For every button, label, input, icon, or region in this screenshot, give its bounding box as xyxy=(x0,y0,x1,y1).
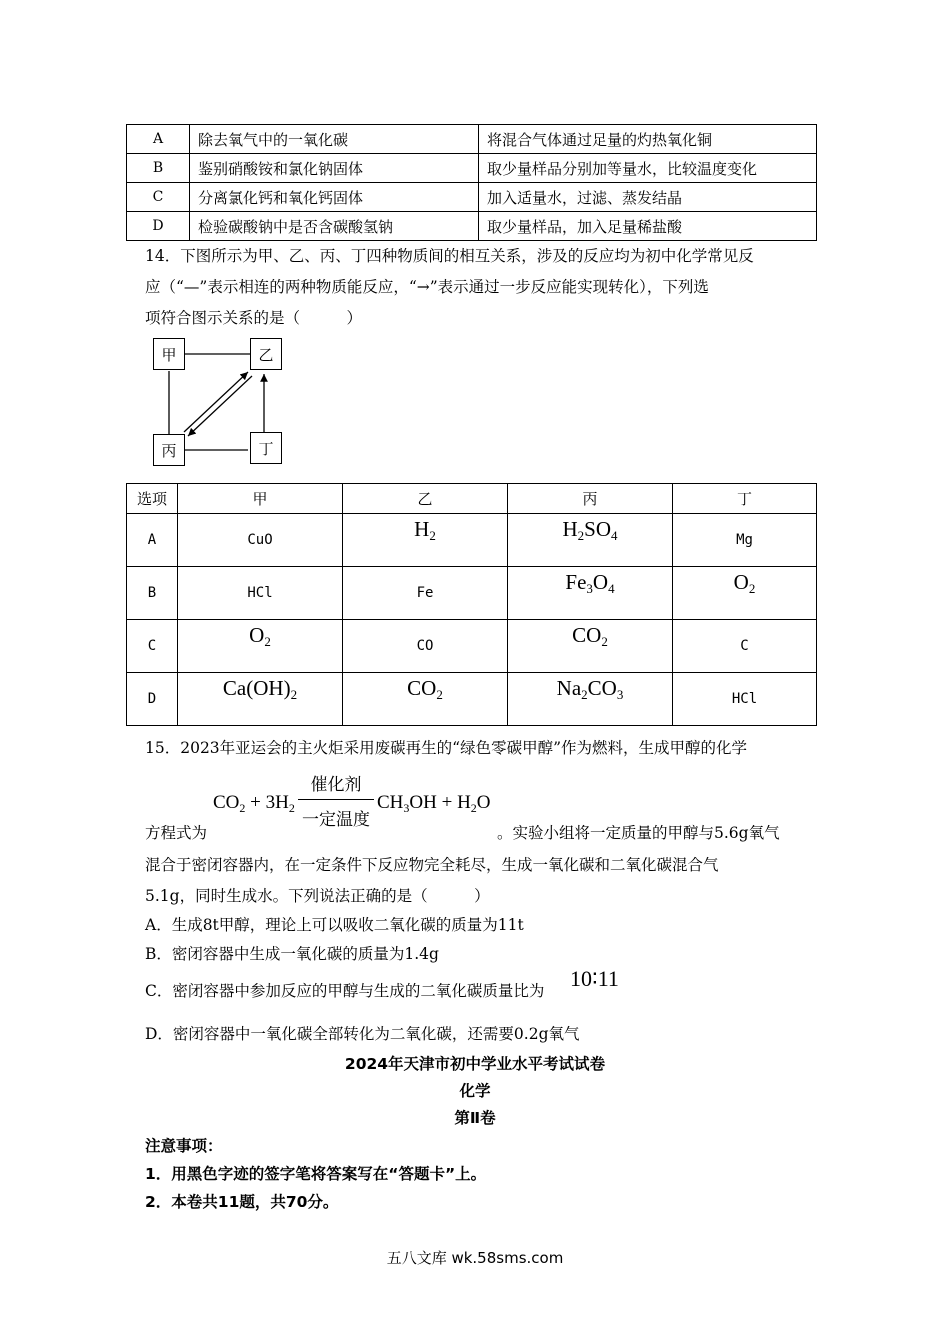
aim-cell: 检验碳酸钠中是否含碳酸氢钠 xyxy=(190,212,479,241)
yi-cell: Fe xyxy=(343,567,508,620)
q15-option-a: A．生成8t甲醇，理论上可以吸收二氧化碳的质量为11t xyxy=(145,916,524,934)
table-row xyxy=(127,567,817,620)
q15-line2b: 。实验小组将一定质量的甲醇与5.6g氧气 xyxy=(497,824,780,842)
arrow-yi-bing xyxy=(188,376,252,436)
aim-cell: 鉴别硝酸铵和氯化钠固体 xyxy=(190,154,479,183)
aim-cell: 除去氧气中的一氧化碳 xyxy=(190,125,479,154)
notes-title: 注意事项： xyxy=(145,1137,223,1155)
formula-fe3o4: $Fe_3O_4$ xyxy=(565,569,615,596)
bing-cell xyxy=(508,567,673,620)
node-jia: 甲 xyxy=(153,338,185,370)
table-row xyxy=(127,673,817,726)
equation-products: $CH_3OH + H_2O$ xyxy=(377,792,491,815)
yi-cell xyxy=(343,673,508,726)
volume-title: 第Ⅱ卷 xyxy=(454,1109,496,1127)
option-cell: D xyxy=(127,212,190,241)
q15-line4: 5.1g，同时生成水。下列说法正确的是（ ） xyxy=(145,887,490,905)
experiment-table xyxy=(126,124,817,241)
q15-option-b: B．密闭容器中生成一氧化碳的质量为1.4g xyxy=(145,945,439,963)
q15-line2a: 方程式为 xyxy=(145,824,208,842)
node-ding: 丁 xyxy=(250,432,282,464)
q14-line3: 项符合图示关系的是（ ） xyxy=(145,309,363,327)
jia-cell xyxy=(178,620,343,673)
ding-cell xyxy=(673,567,817,620)
q15-option-c: C．密闭容器中参加反应的甲醇与生成的二氧化碳质量比为 xyxy=(145,982,545,1000)
header-cell: 丁 xyxy=(673,484,817,514)
equation-bar xyxy=(298,799,374,800)
formula-o2: $O_2$ xyxy=(733,569,756,596)
table-row xyxy=(127,514,817,567)
aim-cell: 分离氯化钙和氧化钙固体 xyxy=(190,183,479,212)
option-cell: D xyxy=(127,673,178,726)
formula-co2: $CO_2$ xyxy=(572,622,608,649)
formula-na2co3: $Na_2CO_3$ xyxy=(556,675,624,702)
table-header-row xyxy=(127,484,817,514)
equation-catalyst: 催化剂 xyxy=(310,775,362,795)
header-cell: 丙 xyxy=(508,484,673,514)
note-2: 2．本卷共11题，共70分。 xyxy=(145,1193,339,1211)
method-cell: 加入适量水，过滤、蒸发结晶 xyxy=(479,183,817,212)
note-1: 1．用黑色字迹的签字笔将答案写在“答题卡”上。 xyxy=(145,1165,487,1183)
formula-h2: $H_2$ xyxy=(414,516,436,543)
method-cell: 将混合气体通过足量的灼热氧化铜 xyxy=(479,125,817,154)
header-cell: 乙 xyxy=(343,484,508,514)
footer-watermark: 五八文库 wk.58sms.com xyxy=(386,1249,564,1267)
arrow-bing-yi xyxy=(184,372,248,432)
q15-option-c-ratio: 10∶11 xyxy=(570,966,619,991)
equation-reactants: $CO_2 + 3H_2$ xyxy=(213,792,295,815)
option-cell: C xyxy=(127,620,178,673)
ding-cell: C xyxy=(673,620,817,673)
q14-line2: 应（“—”表示相连的两种物质能反应，“→”表示通过一步反应能实现转化），下列选 xyxy=(145,278,709,296)
formula-o2: $O_2$ xyxy=(249,622,271,649)
subject-title: 化学 xyxy=(459,1082,491,1100)
yi-cell: CO xyxy=(343,620,508,673)
table-row xyxy=(127,212,817,241)
q15-line3: 混合于密闭容器内，在一定条件下反应物完全耗尽，生成一氧化碳和二氧化碳混合气 xyxy=(145,856,719,874)
method-cell: 取少量样品，加入足量稀盐酸 xyxy=(479,212,817,241)
method-cell: 取少量样品分别加等量水，比较温度变化 xyxy=(479,154,817,183)
bing-cell xyxy=(508,673,673,726)
q14-line1: 14．下图所示为甲、乙、丙、丁四种物质间的相互关系，涉及的反应均为初中化学常见反 xyxy=(145,247,754,265)
q15-option-d: D．密闭容器中一氧化碳全部转化为二氧化碳，还需要0.2g氧气 xyxy=(145,1025,580,1043)
table-row xyxy=(127,154,817,183)
node-bing: 丙 xyxy=(153,434,185,466)
formula-h2so4: $H_2SO_4$ xyxy=(562,516,618,543)
ding-cell: HCl xyxy=(673,673,817,726)
bing-cell xyxy=(508,620,673,673)
bing-cell xyxy=(508,514,673,567)
table-row xyxy=(127,620,817,673)
jia-cell: HCl xyxy=(178,567,343,620)
exam-title: 2024年天津市初中学业水平考试试卷 xyxy=(344,1055,606,1073)
option-cell: B xyxy=(127,154,190,183)
equation-condition: 一定温度 xyxy=(302,810,370,830)
q15-line1: 15．2023年亚运会的主火炬采用废碳再生的“绿色零碳甲醇”作为燃料，生成甲醇的化学 xyxy=(145,739,748,757)
option-cell: A xyxy=(127,514,178,567)
formula-caoh2: $Ca(OH)_2$ xyxy=(222,675,298,702)
table-row xyxy=(127,125,817,154)
option-cell: B xyxy=(127,567,178,620)
formula-co2: $CO_2$ xyxy=(407,675,443,702)
table-row xyxy=(127,183,817,212)
option-cell: A xyxy=(127,125,190,154)
node-yi: 乙 xyxy=(250,338,282,370)
jia-cell: CuO xyxy=(178,514,343,567)
ding-cell: Mg xyxy=(673,514,817,567)
option-cell: C xyxy=(127,183,190,212)
yi-cell xyxy=(343,514,508,567)
jia-cell xyxy=(178,673,343,726)
options-table xyxy=(126,483,817,726)
header-cell: 甲 xyxy=(178,484,343,514)
header-cell: 选项 xyxy=(127,484,178,514)
